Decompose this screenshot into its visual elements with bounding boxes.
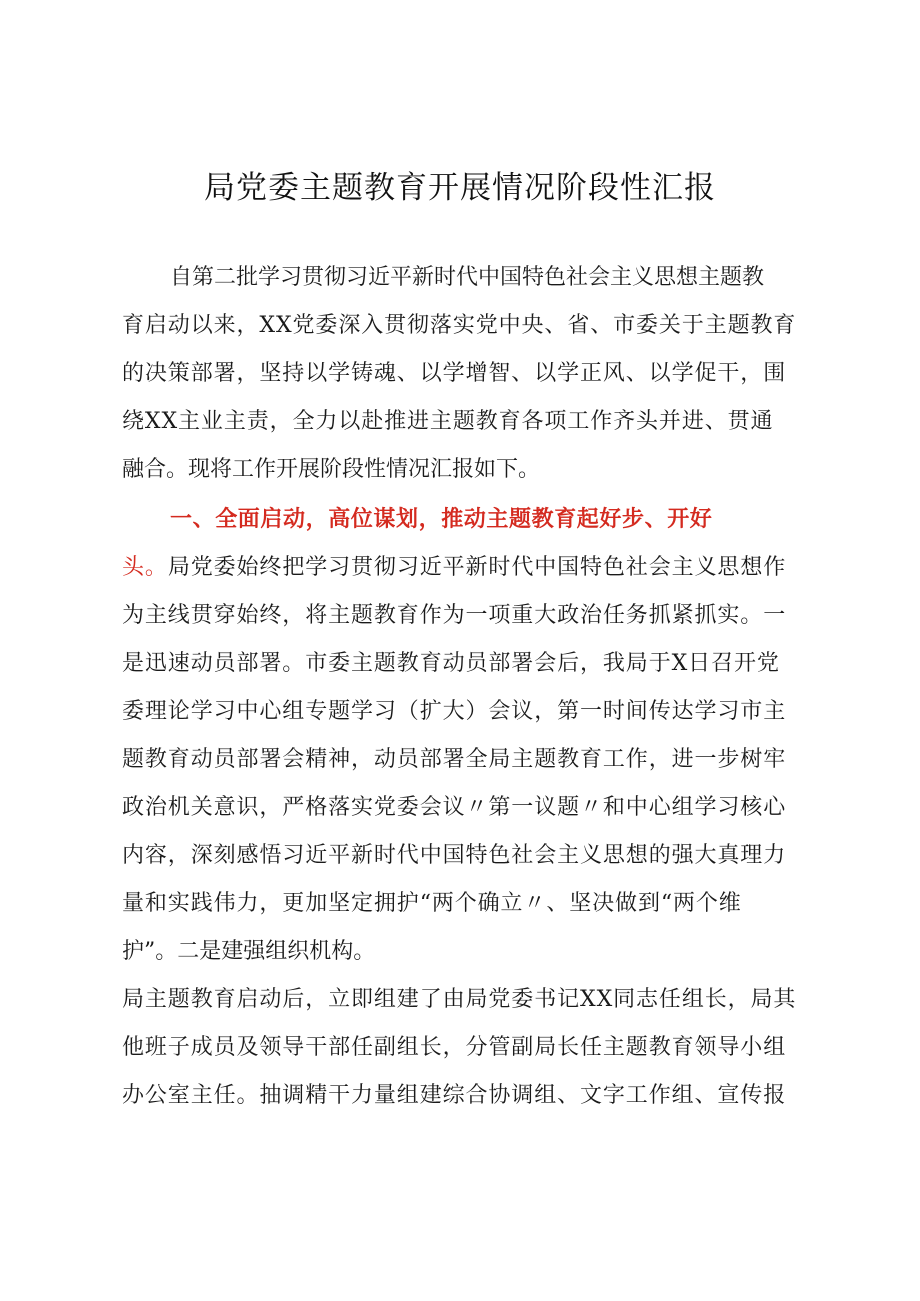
body-line: 量和实践伟力，更加坚定拥护“两个确立〃、坚决做到“两个维 [122,891,742,916]
intro-line: 育启动以来，XX党委深入贯彻落实党中央、省、市委关于主题教育 [122,313,797,338]
section-heading-continuation [122,553,786,583]
body-line: 政治机关意识，严格落实党委会议〃第一议题〃和中心组学习核心 [122,795,787,820]
intro-line: 自第二批学习贯彻习近平新时代中国特色社会主义思想主题教 [170,265,765,290]
body-line: 局主题教育启动后，立即组建了由局党委书记XX同志任组长，局其 [122,987,797,1012]
body-line: 委理论学习中心组专题学习（扩大）会议，第一时间传达学习市主 [122,699,787,724]
document-title: 局党委主题教育开展情况阶段性汇报 [204,170,716,206]
intro-line: 融合。现将工作开展阶段性情况汇报如下。 [122,457,541,482]
section-heading: 一、全面启动，高位谋划，推动主题教育起好步、开好 [170,507,713,532]
section-heading-end: 头。 [122,555,168,580]
intro-line: 的决策部署，坚持以学铸魂、以学增智、以学正风、以学促干，围 [122,361,787,386]
section-body-start: 局党委始终把学习贯彻习近平新时代中国特色社会主义思想作 [167,555,787,580]
body-line: 内容，深刻感悟习近平新时代中国特色社会主义思想的强大真理力 [122,843,787,868]
body-line: 他班子成员及领导干部任副组长，分管副局长任主题教育领导小组 [122,1035,787,1060]
body-line: 护”。二是建强组织机构。 [122,939,376,964]
body-line: 办公室主任。抽调精干力量组建综合协调组、文字工作组、宣传报 [122,1083,787,1108]
body-line: 题教育动员部署会精神，动员部署全局主题教育工作，进一步树牢 [122,747,787,772]
body-line: 为主线贯穿始终，将主题教育作为一项重大政治任务抓紧抓实。一 [122,603,787,628]
intro-line: 绕XX主业主责，全力以赴推进主题教育各项工作齐头并进、贯通 [122,409,774,434]
body-line: 是迅速动员部署。市委主题教育动员部署会后，我局于X日召开党 [122,651,780,676]
